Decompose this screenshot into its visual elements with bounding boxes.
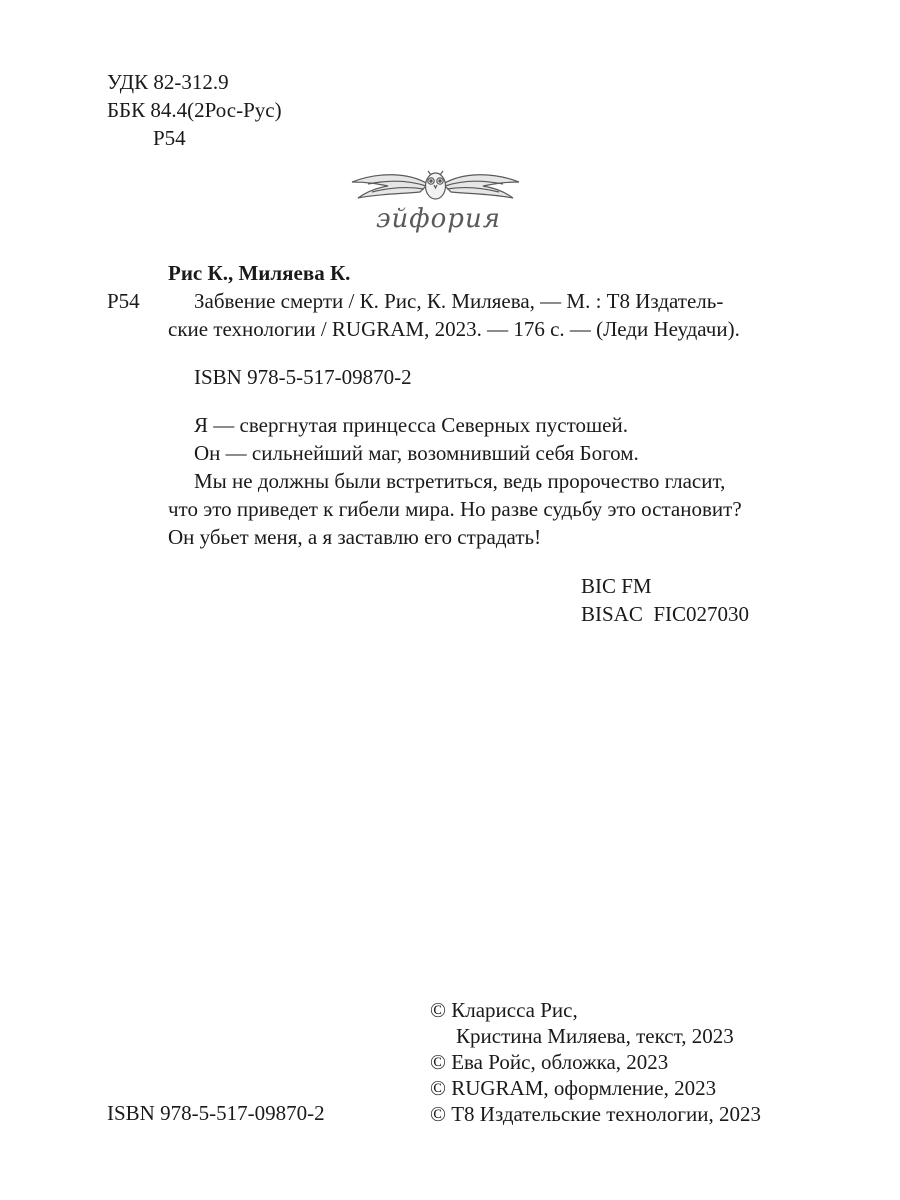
- isbn-text: ISBN 978-5-517-09870-2: [194, 365, 412, 389]
- bic-code: BIC FM: [581, 574, 652, 598]
- copyright-line: Кристина Миляева, текст, 2023: [456, 1024, 734, 1048]
- bibliographic-description-line: Забвение смерти / К. Рис, К. Миляева, — М. : Т8 Издатель-: [194, 289, 724, 313]
- isbn-bottom-text: ISBN 978-5-517-09870-2: [107, 1101, 325, 1125]
- bibliographic-description-line: ские технологии / RUGRAM, 2023. — 176 с. — (Леди Неудачи).: [168, 317, 740, 341]
- annotation-line: что это приведет к гибели мира. Но разве судьбу это остановит?: [168, 497, 742, 521]
- book-authors: Рис К., Миляева К.: [168, 261, 351, 285]
- bisac-code: BISAC FIC027030: [581, 602, 750, 626]
- logo-wordmark: эйфория: [376, 204, 501, 234]
- copyright-line: © Ева Ройс, обложка, 2023: [430, 1050, 669, 1074]
- copyright-line: © Кларисса Рис,: [430, 998, 578, 1022]
- bbk-code: ББК 84.4(2Рос-Рус): [107, 98, 282, 122]
- annotation-line: Он убьет меня, а я заставлю его страдать!: [168, 525, 542, 549]
- publisher-logo: [348, 162, 523, 240]
- copyright-line: © RUGRAM, оформление, 2023: [430, 1076, 717, 1100]
- author-sign-code-left: Р54: [107, 289, 140, 313]
- annotation-line: Он — сильнейший маг, возомнивший себя Богом.: [194, 441, 639, 465]
- annotation-line: Я — свергнутая принцесса Северных пустошей.: [194, 413, 628, 437]
- udk-code: УДК 82-312.9: [107, 70, 229, 94]
- copyright-block: [430, 998, 761, 1128]
- copyright-line: © Т8 Издательские технологии, 2023: [430, 1102, 761, 1126]
- book-annotation: [168, 413, 742, 553]
- annotation-line: Мы не должны были встретиться, ведь пророчество гласит,: [194, 469, 726, 493]
- author-sign-code: Р54: [153, 126, 186, 150]
